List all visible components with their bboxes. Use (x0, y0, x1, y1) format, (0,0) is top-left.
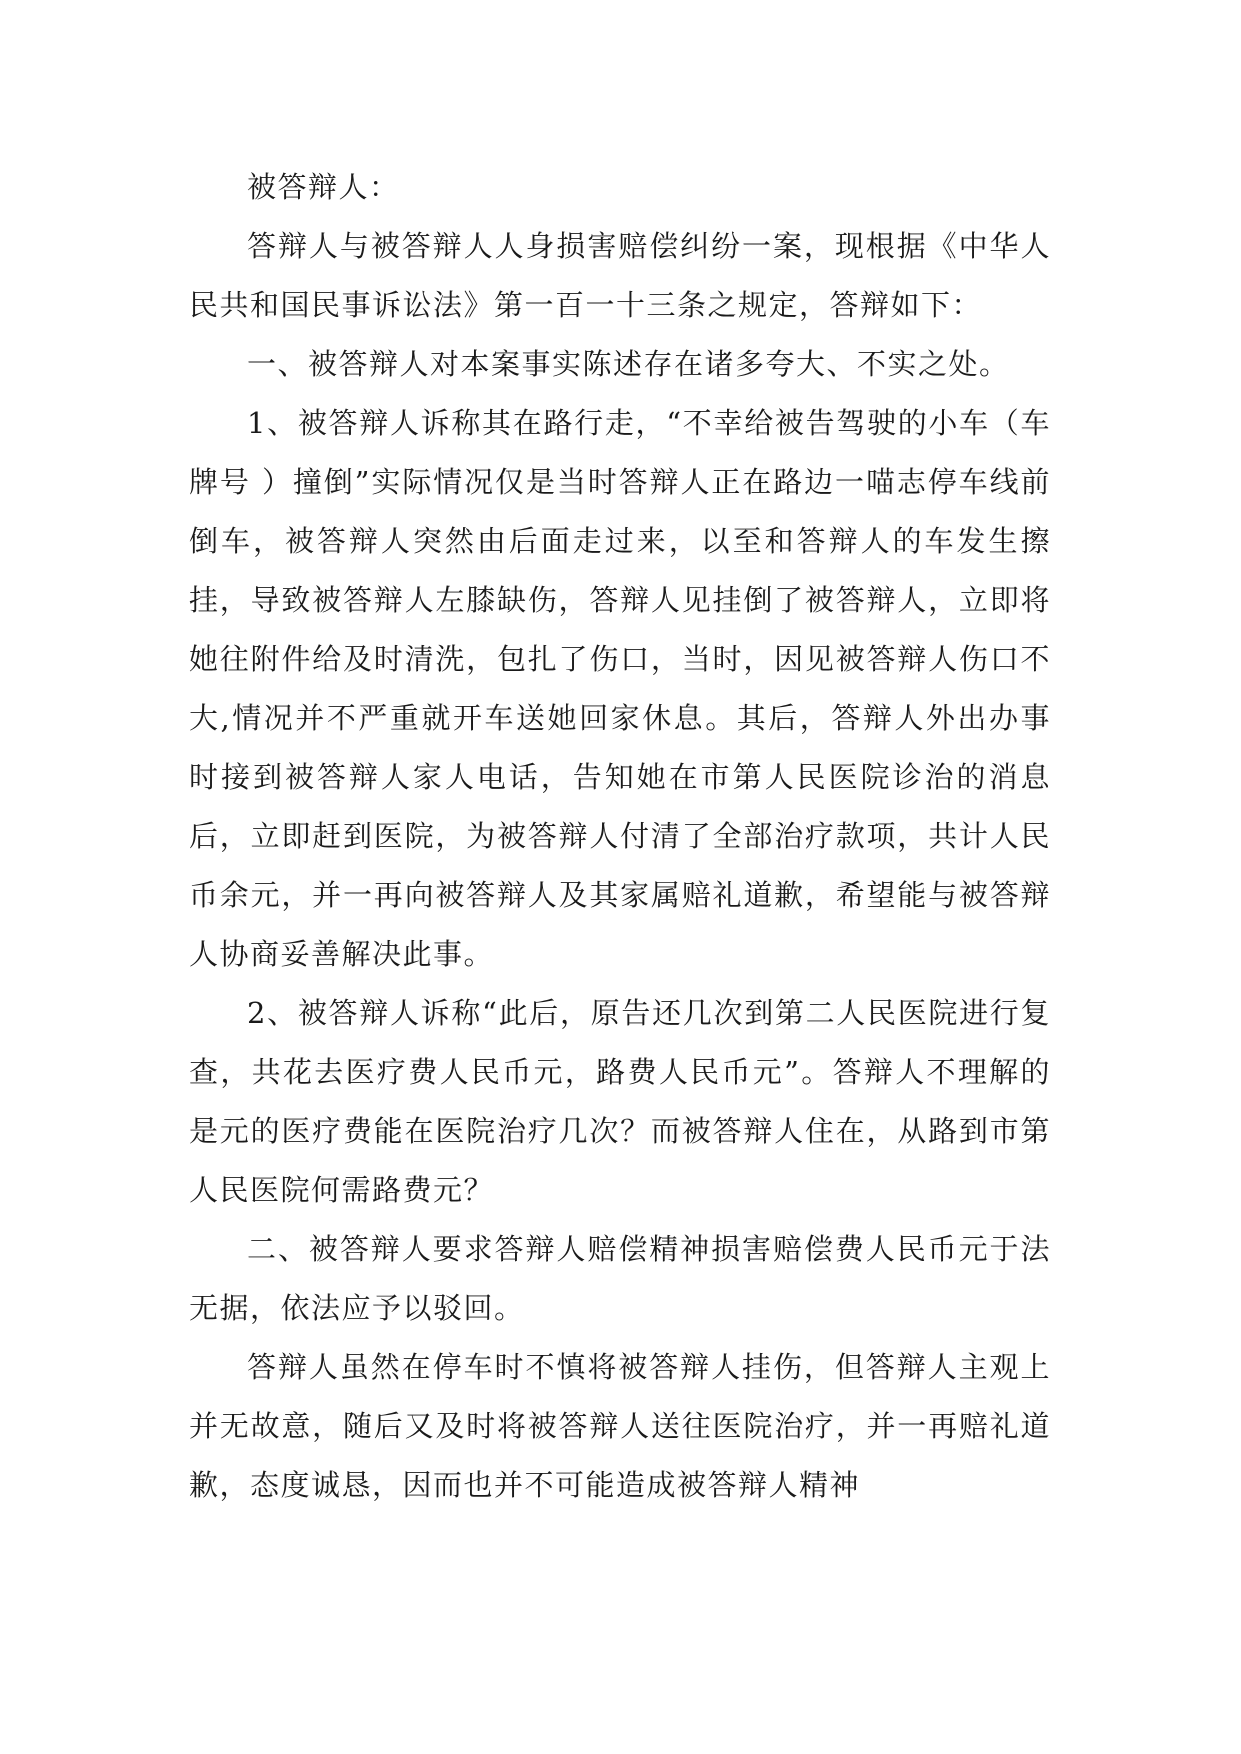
argument-paragraph: 答辩人虽然在停车时不慎将被答辩人挂伤，但答辩人主观上并无故意，随后又及时将被答辩人送往医院治疗，并一再赔礼道歉，态度诚恳，因而也并不可能造成被答辩人精神 (189, 1350, 1051, 1502)
document-body (189, 158, 1051, 1515)
point-one-paragraph: 1、被答辩人诉称其在路行走，“不幸给被告驾驶的小车（车牌号 ）撞倒”实际情况仅是当时答辩人正在路边一喵志停车线前倒车，被答辩人突然由后面走过来，以至和答辩人的车发生擦挂，导致被答辩人左膝缺伤，答辩人见挂倒了被答辩人，立即将她往附件给及时清洗，包扎了伤口，当时，因见被答辩人伤口不大,情况并不严重就开车送她回家休息。其后，答辩人外出办事时接到被答辩人家人电话，告知她在市第人民医院诊治的消息后，立即赶到医院，为被答辩人付清了全部治疗款项，共计人民币余元，并一再向被答辩人及其家属赔礼道歉，希望能与被答辩人协商妥善解决此事。 (189, 406, 1051, 971)
addressee-line: 被答辩人： (247, 170, 400, 204)
section-one-heading: 一、被答辩人对本案事实陈述存在诸多夸大、不实之处。 (247, 347, 1010, 381)
point-two-paragraph: 2、被答辩人诉称“此后，原告还几次到第二人民医院进行复查，共花去医疗费人民币元，路费人民币元”。答辩人不理解的是元的医疗费能在医院治疗几次？而被答辩人住在，从路到市第人民医院何需路费元？ (189, 996, 1051, 1207)
intro-paragraph: 答辩人与被答辩人人身损害赔偿纠纷一案，现根据《中华人民共和国民事诉讼法》第一百一十三条之规定，答辩如下： (189, 229, 1051, 322)
section-two-heading: 二、被答辩人要求答辩人赔偿精神损害赔偿费人民币元于法无据，依法应予以驳回。 (189, 1232, 1051, 1325)
